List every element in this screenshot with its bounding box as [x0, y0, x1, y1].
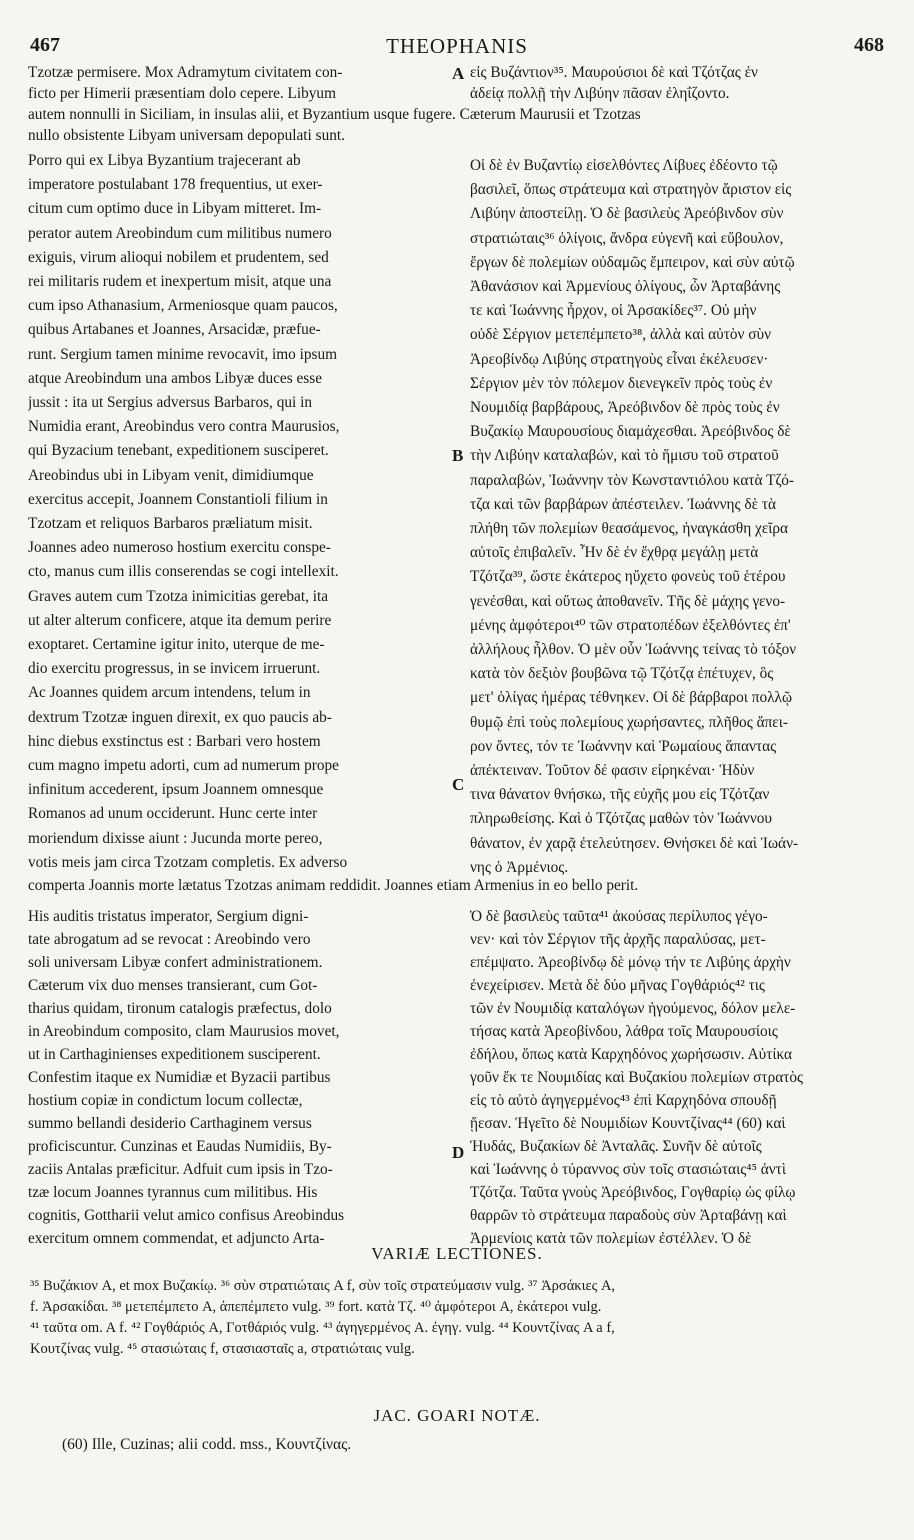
latin-line: exoptaret. Certamine igitur inito, uterque de me- [28, 636, 325, 653]
latin-line: Cæterum vix duo menses transierant, cum Got- [28, 977, 318, 994]
latin-line: atque Areobindum una ambos Libyæ duces esse [28, 369, 322, 387]
greek-line: πληρωθείσης. Καὶ ὁ Τζότζας μαθὼν τὸν Ἰωάννου [470, 810, 772, 828]
greek-line: τὴν Λιβύην καταλαβών, καὶ τὸ ἥμισυ τοῦ στρατοῦ [470, 447, 779, 465]
margin-marker-c: C [452, 775, 465, 794]
latin-line: Ac Joannes quidem arcum intendens, telum in [28, 684, 311, 702]
latin-line: Tzotzam et reliquos Barbaros præliatum misit. [28, 515, 313, 532]
latin-line: in Areobindum composito, clam Maurusios movet, [28, 1023, 340, 1040]
page-number-left: 467 [30, 34, 60, 56]
greek-line: θυμῷ ἐπὶ τοὺς πολεμίους χωρήσαντες, πλῆθος ἄπει- [470, 713, 788, 731]
greek-line: θάνατον, ἐν χαρᾷ ἐτελεύτησεν. Θνήσκει δὲ καὶ Ἰωάν- [470, 834, 799, 852]
latin-line: exiguis, virum alioqui nobilem et prudentem, sed [28, 248, 329, 266]
latin-line: cto, manus cum illis conserendas se cogi intellexit. [28, 563, 339, 581]
variant-reading-line: ³⁵ Βυζάκιον A, et mox Βυζακίῳ. ³⁶ σὺν στρατιώταις A f, σὺν τοῖς στρατεύμασιν vulg. ³⁷ Ἀρσάκιες A, [30, 1278, 616, 1294]
greek-line: νεν· καὶ τὸν Σέργιον τῆς ἀρχῆς παραλύσας, μετ- [470, 931, 766, 948]
text-line: autem nonnulli in Siciliam, in insulas alii, et Byzantium usque fugere. Cæterum Maurusii et Tzotzas [28, 106, 641, 123]
latin-line: dextrum Tzotzæ inguen direxit, ex quo paucis ab- [28, 708, 332, 726]
greek-line: θαρρῶν τὸ στράτευμα παραδοὺς σὺν Ἀρταβάνῃ καὶ [470, 1207, 787, 1224]
greek-line: τῶν ἐν Νουμιδίᾳ καταλόγων ἡγούμενος, δόλον μελε- [470, 1000, 796, 1017]
greek-line: τινα θάνατον θνήσκω, τῆς εὐχῆς μου εἰς Τζότζαν [470, 786, 770, 804]
greek-line: ἔργων δὲ πολεμίων οὐδαμῶς ἔμπειρον, καὶ σὺν αὐτῷ [470, 253, 795, 271]
greek-line: κατὰ τὸν δεξιὸν βουβῶνα τῷ Τζότζᾳ ἐπέτυχεν, ὃς [470, 665, 774, 683]
latin-line: dio exercitu progressus, in se invicem irruerunt. [28, 660, 321, 678]
latin-line: soli universam Libyæ confert administrationem. [28, 954, 323, 971]
variant-reading-line: f. Ἀρσακίδαι. ³⁸ μετεπέμπετο A, ἀπεπέμπετο vulg. ³⁹ fort. κατὰ Τζ. ⁴⁰ ἀμφότεροι A, ἑκάτεροι vulg. [30, 1299, 602, 1315]
page-number-right: 468 [854, 34, 884, 56]
margin-marker-d: D [452, 1143, 465, 1162]
latin-line: perator autem Areobindum cum militibus numero [28, 224, 332, 242]
latin-line: Romanos ad unum occiderunt. Hunc certe inter [28, 805, 318, 823]
latin-line: ut in Carthaginienses expeditionem susciperent. [28, 1046, 321, 1063]
greek-line: παραλαβών, Ἰωάννην τὸν Κωνσταντιόλου κατὰ Τζό- [470, 471, 794, 489]
greek-line: ἐδήλου, ὅπως κατὰ Καρχηδόνος χωρήσωσιν. Αὐτίκα [470, 1046, 793, 1063]
greek-line: Λιβύην ἀποστείλῃ. Ὁ δὲ βασιλεὺς Ἀρεόβινδον σὺν [470, 205, 784, 223]
running-title: THEOPHANIS [386, 34, 528, 58]
greek-line: πλήθη τῶν πολεμίων θεασάμενος, ἠναγκάσθη χεῖρα [470, 520, 789, 537]
latin-line: Areobindus ubi in Libyam venit, dimidiumque [28, 466, 314, 484]
latin-line: His auditis tristatus imperator, Sergium digni- [28, 908, 309, 925]
latin-line: exercitum omnem commendat, et adjuncto Arta- [28, 1230, 325, 1247]
greek-line: ᾔεσαν. Ἡγεῖτο δὲ Νουμιδίων Κουντζίνας⁴⁴ (60) καὶ [470, 1115, 786, 1132]
greek-line: τε καὶ Ἰωάννης ἦρχον, οἱ Ἀρσακίδες³⁷. Οὐ μὴν [470, 302, 757, 320]
text-line: ficto per Himerii præsentiam dolo cepere. Libyum [28, 85, 336, 102]
text-line: nullo obsistente Libyam universam depopulati sunt. [28, 127, 345, 144]
latin-line: hinc diebus exstinctus est : Barbari vero hostem [28, 732, 321, 750]
latin-line: tate abrogatum ad se revocat : Areobindo vero [28, 931, 311, 948]
greek-line: νης ὁ Ἀρμένιος. [470, 858, 569, 876]
full-width-line: comperta Joannis morte lætatus Tzotzas animam reddidit. Joannes etiam Armenius in eo bello perit. [28, 877, 639, 894]
goari-note: (60) Ille, Cuzinas; alii codd. mss., Κουντζίνας. [62, 1436, 352, 1453]
greek-line: επέμψατο. Ἀρεοβίνδῳ δὲ μόνῳ τήν τε Λιβύης ἀρχὴν [470, 954, 791, 971]
greek-line: Σέργιον μὲν τὸν πόλεμον διενεγκεῖν πρὸς τοὺς ἐν [470, 374, 773, 392]
greek-line: γενέσθαι, καὶ οὕτως ἀποθανεῖν. Τῆς δὲ μάχης γενο- [470, 592, 786, 610]
greek-line: Ὁ δὲ βασιλεὺς ταῦτα⁴¹ ἀκούσας περίλυπος γέγο- [470, 908, 768, 925]
latin-line: Graves autem cum Tzotza inimicitias gerebat, ita [28, 587, 329, 605]
latin-line: jussit : ita ut Sergius adversus Barbaros, qui in [28, 394, 312, 411]
latin-line: Porro qui ex Libya Byzantium trajecerant ab [28, 152, 301, 169]
greek-line: Τζότζα³⁹, ὥστε ἑκάτερος ηὔχετο φονεὺς τοῦ ἑτέρου [470, 568, 786, 586]
latin-line: Numidia erant, Areobindus vero contra Maurusios, [28, 418, 340, 436]
greek-line: γοῦν ἔκ τε Νουμιδίας καὶ Βυζακίου πολεμίων στρατὸς [470, 1069, 804, 1086]
latin-line: runt. Sergium tamen minime revocavit, imo ipsum [28, 345, 338, 363]
variant-reading-line: Κουτζίνας vulg. ⁴⁵ στασιώταις f, στασιασταῖς a, στρατιώταις vulg. [30, 1341, 415, 1357]
greek-line: μετ' ὀλίγας ἡμέρας τέθνηκεν. Οἱ δὲ βάρβαροι πολλῷ [470, 689, 793, 707]
latin-line: citum cum optimo duce in Libyam mitteret. Im- [28, 200, 322, 218]
greek-line: Βυζακίῳ Μαυρουσίους διαμάχεσθαι. Ἀρεόβινδος δὲ [470, 423, 791, 441]
latin-line: summo bellandi desiderio Carthaginem versus [28, 1115, 312, 1132]
greek-line: βασιλεῖ, ὅπως στράτευμα καὶ στρατηγὸν ἄριστον εἰς [470, 181, 792, 199]
greek-line: τζα καὶ τῶν βαρβάρων ἀπέστειλεν. Ἰωάννης δὲ τὰ [470, 495, 777, 513]
latin-line: hostium copiæ in condictum locum collectæ, [28, 1092, 303, 1109]
greek-line: εἰς τὸ αὐτὸ ἀγηγερμένος⁴³ ἐπὶ Καρχηδόνα σπουδῇ [470, 1092, 777, 1109]
greek-line: καὶ Ἰωάννης ὁ τύραννος σὺν τοῖς στασιώταις⁴⁵ ἀντὶ [470, 1161, 786, 1178]
latin-line: Confestim itaque ex Numidiæ et Byzacii partibus [28, 1069, 331, 1086]
variae-lectiones-title: VARIÆ LECTIONES. [371, 1244, 543, 1263]
greek-line: αὐτοῖς ἐπιβαλεῖν. Ἦν δὲ ἐν ἔχθρᾳ μεγάλῃ μετὰ [470, 544, 759, 562]
latin-line: cum magno impetu adorti, cum ad numerum prope [28, 757, 339, 774]
text-line: Tzotzæ permisere. Mox Adramytum civitatem con- [28, 64, 343, 81]
margin-marker-a: A [452, 64, 465, 83]
greek-line: στρατιώταις³⁶ ὀλίγοις, ἄνδρα εὐγενῆ καὶ εὔβουλον, [470, 229, 784, 247]
greek-line: ἀπέκτειναν. Τοῦτον δέ φασιν εἰρηκέναι· Ἡδὺν [470, 762, 755, 779]
latin-line: votis meis jam circa Tzotzam completis. Ex adverso [28, 853, 348, 871]
latin-line: cum ipso Athanasium, Armeniosque quam paucos, [28, 297, 338, 315]
latin-line: tzæ locum Joannes tyrannus cum militibus. His [28, 1184, 318, 1201]
greek-line: Ἀθανάσιον καὶ Ἀρμενίους ὀλίγους, ὧν Ἀρταβάνης [470, 278, 781, 295]
greek-line: ἀλλήλους ἦλθον. Ὁ μὲν οὖν Ἰωάννης τείνας τὸ τόξον [470, 641, 797, 658]
latin-line: proficiscuntur. Cunzinas et Eaudas Numidiis, By- [28, 1138, 332, 1155]
greek-line: Ἡυδάς, Βυζακίων δὲ Ἀνταλᾶς. Συνῆν δὲ αὐτοῖς [470, 1138, 762, 1155]
greek-line: τήσας κατὰ Ἀρεοβίνδου, λάθρα τοῖς Μαυρουσίοις [470, 1023, 778, 1040]
greek-line: μένης ἀμφότεροι⁴⁰ τῶν στρατοπέδων ἐξελθόντες ἐπ' [470, 616, 791, 634]
latin-line: quibus Artabanes et Joannes, Arsacidæ, præfue- [28, 321, 321, 339]
latin-line: moriendum dixisse aiunt : Jucunda morte pereo, [28, 829, 323, 847]
latin-line: exercitus accepit, Joannem Constantioli filium in [28, 490, 328, 508]
greek-line: Ἀρμενίοις κατὰ τῶν πολεμίων ἐστέλλεν. Ὁ δὲ [470, 1230, 752, 1247]
greek-line: Τζότζα. Ταῦτα γνοὺς Ἀρεόβινδος, Γογθαρίῳ ὡς φίλῳ [470, 1184, 796, 1201]
greek-line: ἐνεχείρισεν. Μετὰ δὲ δύο μῆνας Γογθάριός⁴² τις [470, 977, 765, 994]
latin-line: qui Byzacium tenebant, expeditionem susciperet. [28, 442, 329, 460]
goari-notae-title: JAC. GOARI NOTÆ. [373, 1406, 541, 1425]
latin-line: infinitum accederent, ipsum Joannem omnesque [28, 781, 324, 799]
greek-line: Οἱ δὲ ἐν Βυζαντίῳ εἰσελθόντες Λίβυες ἐδέοντο τῷ [470, 157, 778, 174]
latin-line: Joannes adeo numeroso hostium exercitu conspe- [28, 539, 331, 557]
greek-line: Νουμιδίᾳ βαρβάρους, Ἀρεόβινδον δὲ πρὸς τοὺς ἐν [470, 399, 780, 416]
text-line: ἀδείᾳ πολλῇ τὴν Λιβύην πᾶσαν ἐληΐζοντο. [470, 85, 730, 102]
latin-line: imperatore postulabant 178 frequentius, ut exer- [28, 176, 323, 194]
margin-marker-b: B [452, 446, 464, 465]
latin-line: tharius quidam, tironum catalogis præfectus, dolo [28, 1000, 332, 1017]
text-line: εἰς Βυζάντιον³⁵. Μαυρούσιοι δὲ καὶ Τζότζας ἐν [470, 64, 758, 81]
greek-line: ρον ὄντες, τόν τε Ἰωάννην καὶ Ῥωμαίους ἅπαντας [470, 737, 777, 755]
page-header [0, 34, 914, 60]
latin-line: zaciis Antalas præficitur. Adfuit cum ipsis in Tzo- [28, 1161, 333, 1178]
variant-reading-line: ⁴¹ ταῦτα om. A f. ⁴² Γογθάριός A, Γοτθάριός vulg. ⁴³ ἀγηγερμένος A. ἐγηγ. vulg. ⁴⁴ Κουντζίνας A a f, [30, 1320, 615, 1336]
latin-line: rei militaris rudem et inexpertum misit, atque una [28, 273, 332, 290]
greek-line: οὐδὲ Σέργιον μετεπέμπετο³⁸, ἀλλὰ καὶ αὐτὸν σὺν [470, 326, 772, 344]
latin-line: ut alter alterum conficere, atque ita demum perire [28, 611, 332, 629]
latin-line: cognitis, Gottharii velut amico confisus Areobindus [28, 1207, 345, 1224]
greek-line: Ἀρεοβίνδῳ Λιβύης στρατηγοὺς εἶναι ἐκέλευσεν· [470, 350, 769, 368]
